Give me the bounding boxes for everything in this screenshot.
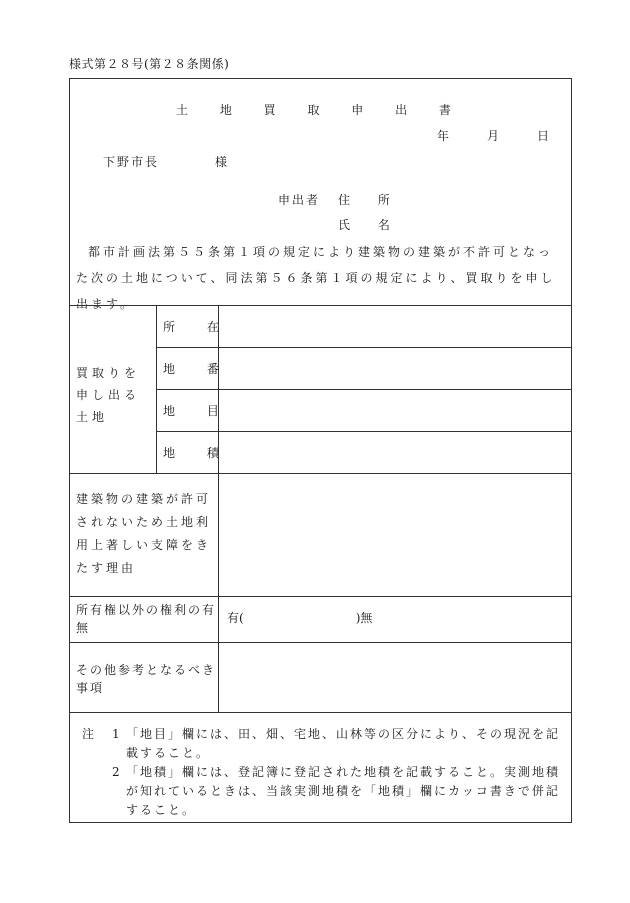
note-1 <box>82 725 563 763</box>
note-1-number: 1 <box>112 727 122 741</box>
field-area-label: 地 積 <box>163 446 233 460</box>
addressee <box>103 153 230 170</box>
field-location-input[interactable] <box>219 306 571 347</box>
field-land-category-label: 地 目 <box>163 404 233 418</box>
field-lot-number-input[interactable] <box>219 348 571 389</box>
other-rights-yes: 有( <box>227 611 244 625</box>
land-section-label: 買取りを申し出る土地 <box>76 366 141 424</box>
land-row-land-category <box>157 390 571 432</box>
addressee-honorific: 様 <box>215 155 230 169</box>
other-rights-row <box>70 597 571 643</box>
note-1-text: 「地目」欄には、田、畑、宅地、山林等の区分により、その現況を記載すること。 <box>126 727 561 760</box>
form-number: 様式第２８号(第２８条関係) <box>69 57 230 71</box>
reason-label: 建築物の建築が許可されないため土地利用上著しい支障をきたす理由 <box>76 492 212 575</box>
addressee-name: 下野市長 <box>103 155 160 169</box>
remarks-input[interactable] <box>219 643 571 712</box>
application-form <box>69 78 572 823</box>
field-location-label: 所 在 <box>163 320 233 334</box>
notes-head: 注 <box>82 727 97 741</box>
note-2-number: 2 <box>112 765 122 779</box>
other-rights-no: )無 <box>355 611 373 625</box>
date-year-label: 年 <box>436 129 449 143</box>
land-row-area <box>157 432 571 474</box>
applicant-address-label: 住 所 <box>338 193 402 207</box>
date-month-label: 月 <box>486 129 499 143</box>
date-line <box>437 127 549 144</box>
form-table <box>70 305 571 695</box>
field-lot-number-label: 地 番 <box>163 362 233 376</box>
applicant-label: 申出者 <box>278 193 321 207</box>
remarks-row <box>70 643 571 713</box>
note-2 <box>82 763 563 820</box>
land-row-location <box>157 306 571 348</box>
date-day-label: 日 <box>536 129 549 143</box>
other-rights-label: 所有権以外の権利の有無 <box>76 603 217 635</box>
notes <box>82 725 563 820</box>
reason-input[interactable] <box>219 474 571 596</box>
remarks-label: その他参考となるべき事項 <box>76 663 217 695</box>
field-area-input[interactable] <box>219 432 571 474</box>
form-title: 土 地 買 取 申 出 書 <box>176 103 465 117</box>
land-row-lot-number <box>157 348 571 390</box>
note-2-text: 「地積」欄には、登記簿に登記された地積を記載すること。実測地積が知れているときは、当該実測地積を「地積」欄にカッコ書きで併記すること。 <box>126 765 561 817</box>
field-land-category-input[interactable] <box>219 390 571 431</box>
declaration-text: 都市計画法第５５条第１項の規定により建築物の建築が不許可となった次の土地について、同法第５６条第１項の規定により、買取りを申し出ます。 <box>76 245 556 311</box>
applicant-name-label: 氏 名 <box>338 218 402 232</box>
reason-row <box>70 474 571 597</box>
other-rights-value[interactable] <box>227 609 372 626</box>
